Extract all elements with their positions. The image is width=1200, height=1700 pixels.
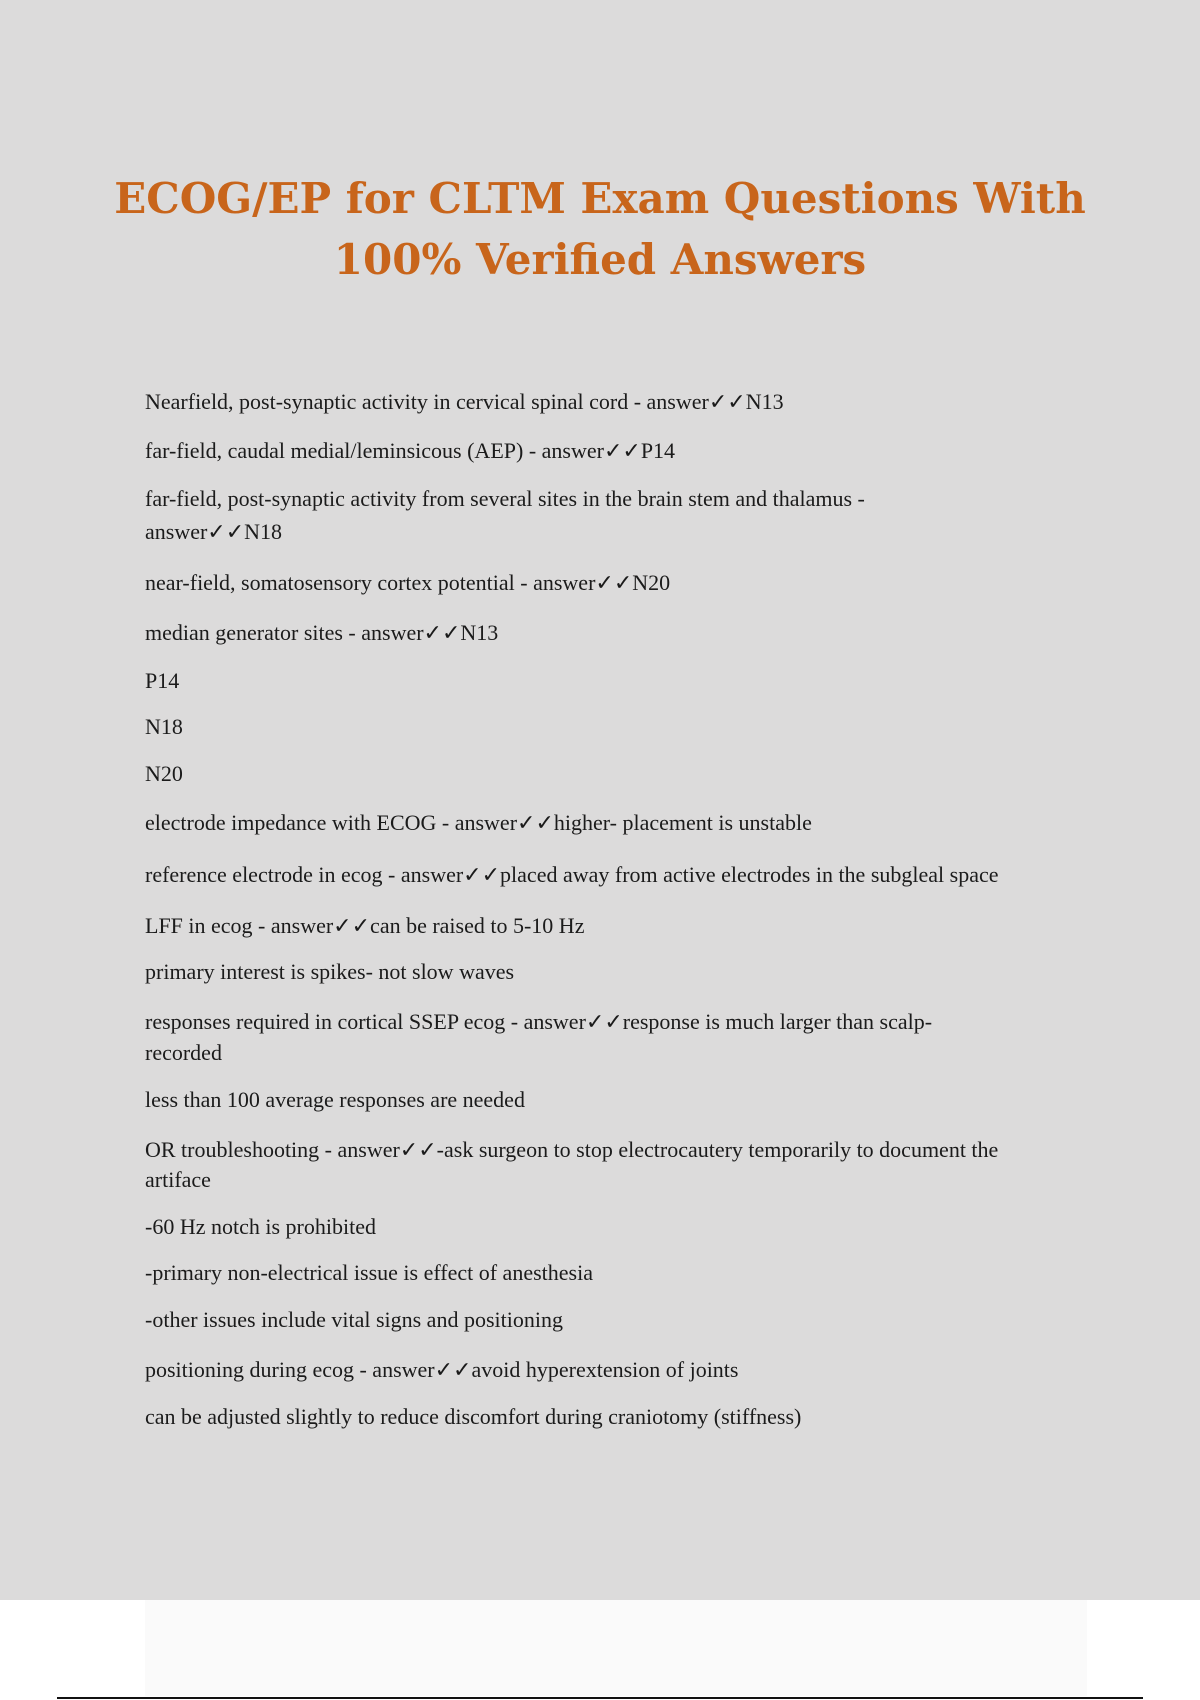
qa-line: answer✓✓N18 xyxy=(145,519,283,544)
qa-line: responses required in cortical SSEP ecog - answer✓✓response is much larger than scalp- xyxy=(145,1009,933,1034)
next-page-strip xyxy=(145,1600,1087,1696)
document-title xyxy=(100,168,1100,290)
qa-line: positioning during ecog - answer✓✓avoid hyperextension of joints xyxy=(145,1357,739,1382)
title-line-1: ECOG/EP for CLTM Exam Questions With xyxy=(114,174,1086,223)
qa-line: primary interest is spikes- not slow waves xyxy=(145,959,515,984)
qa-line: electrode impedance with ECOG - answer✓✓higher- placement is unstable xyxy=(145,810,812,835)
qa-line: LFF in ecog - answer✓✓can be raised to 5-10 Hz xyxy=(145,913,585,938)
qa-line: reference electrode in ecog - answer✓✓placed away from active electrodes in the subgleal space xyxy=(145,862,999,887)
qa-line: recorded xyxy=(145,1040,222,1065)
qa-line: less than 100 average responses are needed xyxy=(145,1087,525,1112)
qa-line: -primary non-electrical issue is effect of anesthesia xyxy=(145,1260,593,1285)
qa-line: near-field, somatosensory cortex potential - answer✓✓N20 xyxy=(145,570,671,595)
qa-line: far-field, post-synaptic activity from several sites in the brain stem and thalamus - xyxy=(145,486,865,511)
qa-line: far-field, caudal medial/leminsicous (AEP) - answer✓✓P14 xyxy=(145,438,676,463)
qa-line: artiface xyxy=(145,1167,211,1192)
qa-line: can be adjusted slightly to reduce discomfort during craniotomy (stiffness) xyxy=(145,1404,802,1429)
qa-line: P14 xyxy=(145,668,180,693)
qa-line: Nearfield, post-synaptic activity in cervical spinal cord - answer✓✓N13 xyxy=(145,389,784,414)
title-line-2: 100% Verified Answers xyxy=(333,235,867,284)
qa-line: OR troubleshooting - answer✓✓-ask surgeon to stop electrocautery temporarily to document the xyxy=(145,1137,999,1162)
qa-line: -60 Hz notch is prohibited xyxy=(145,1214,376,1239)
qa-line: median generator sites - answer✓✓N13 xyxy=(145,620,499,645)
page-divider-rule xyxy=(57,1697,1143,1699)
qa-line: N20 xyxy=(145,761,183,786)
qa-line: -other issues include vital signs and positioning xyxy=(145,1307,563,1332)
qa-line: N18 xyxy=(145,714,183,739)
